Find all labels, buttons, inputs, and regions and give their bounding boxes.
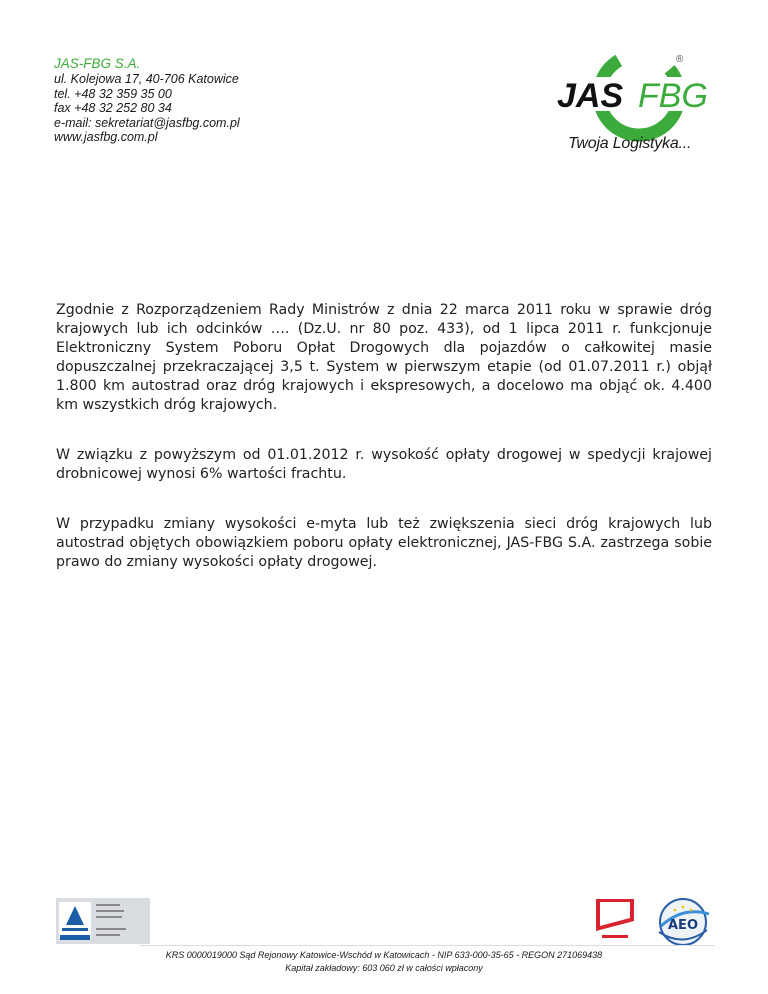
logo-text-fbg: FBG [638, 77, 708, 115]
letter-body [56, 301, 712, 603]
company-email: e-mail: sekretariat@jasfbg.com.pl [54, 115, 240, 130]
body-paragraph-3: W przypadku zmiany wysokości e-myta lub też zwiększenia sieci dróg krajowych lub autostrad objętych obowiązkiem poboru opłaty elektronicznej, JAS-FBG S.A. zastrzega sobie prawo do zmiany wysokości opłaty drogowej. [56, 516, 712, 570]
tuv-certificate-logo [56, 898, 150, 944]
footer-divider [140, 945, 715, 946]
aeo-certificate-logo [653, 896, 715, 948]
registered-mark: ® [676, 54, 684, 65]
body-paragraph-2: W związku z powyższym od 01.01.2012 r. wysokość opłaty drogowej w spedycji krajowej drobnicowej wynosi 6% wartości frachtu. [56, 447, 712, 482]
company-fax: fax +48 32 252 80 34 [54, 101, 172, 115]
polish-flag-emblem [594, 897, 636, 943]
company-phone: tel. +48 32 359 35 00 [54, 86, 172, 101]
logo-text-jas: JAS [557, 77, 624, 115]
footer-capital: Kapitał zakładowy: 603 060 zł w całości wpłacony [285, 963, 483, 973]
footer [0, 949, 768, 975]
company-website: www.jasfbg.com.pl [54, 130, 158, 144]
company-address: ul. Kolejowa 17, 40-706 Katowice [54, 72, 239, 86]
logo-tagline: Twoja Logistyka... [568, 135, 692, 152]
footer-registration: KRS 0000019000 Sąd Rejonowy Katowice-Wschód w Katowicach - NIP 633-000-35-65 - REGON 271069438 [165, 950, 603, 960]
svg-text:AEO: AEO [668, 918, 698, 933]
company-name: JAS-FBG S.A. [54, 56, 141, 71]
company-info [54, 56, 240, 145]
body-paragraph-1: Zgodnie z Rozporządzeniem Rady Ministrów z dnia 22 marca 2011 roku w sprawie dróg krajowych lub ich odcinków …. (Dz.U. nr 80 poz. 433), od 1 lipca 2011 r. funkcjonuje Elektroniczny System Poboru Opłat Drogowych dla pojazdów o całkowitej masie dopuszczalnej przekraczającej 3,5 t. System w pierwszym etapie (od 01.07.2011 r.) objął 1.800 km autostrad oraz dróg krajowych i ekspresowych, a docelowo ma objąć ok. 4.400 km wszystkich dróg krajowych. [56, 302, 712, 413]
